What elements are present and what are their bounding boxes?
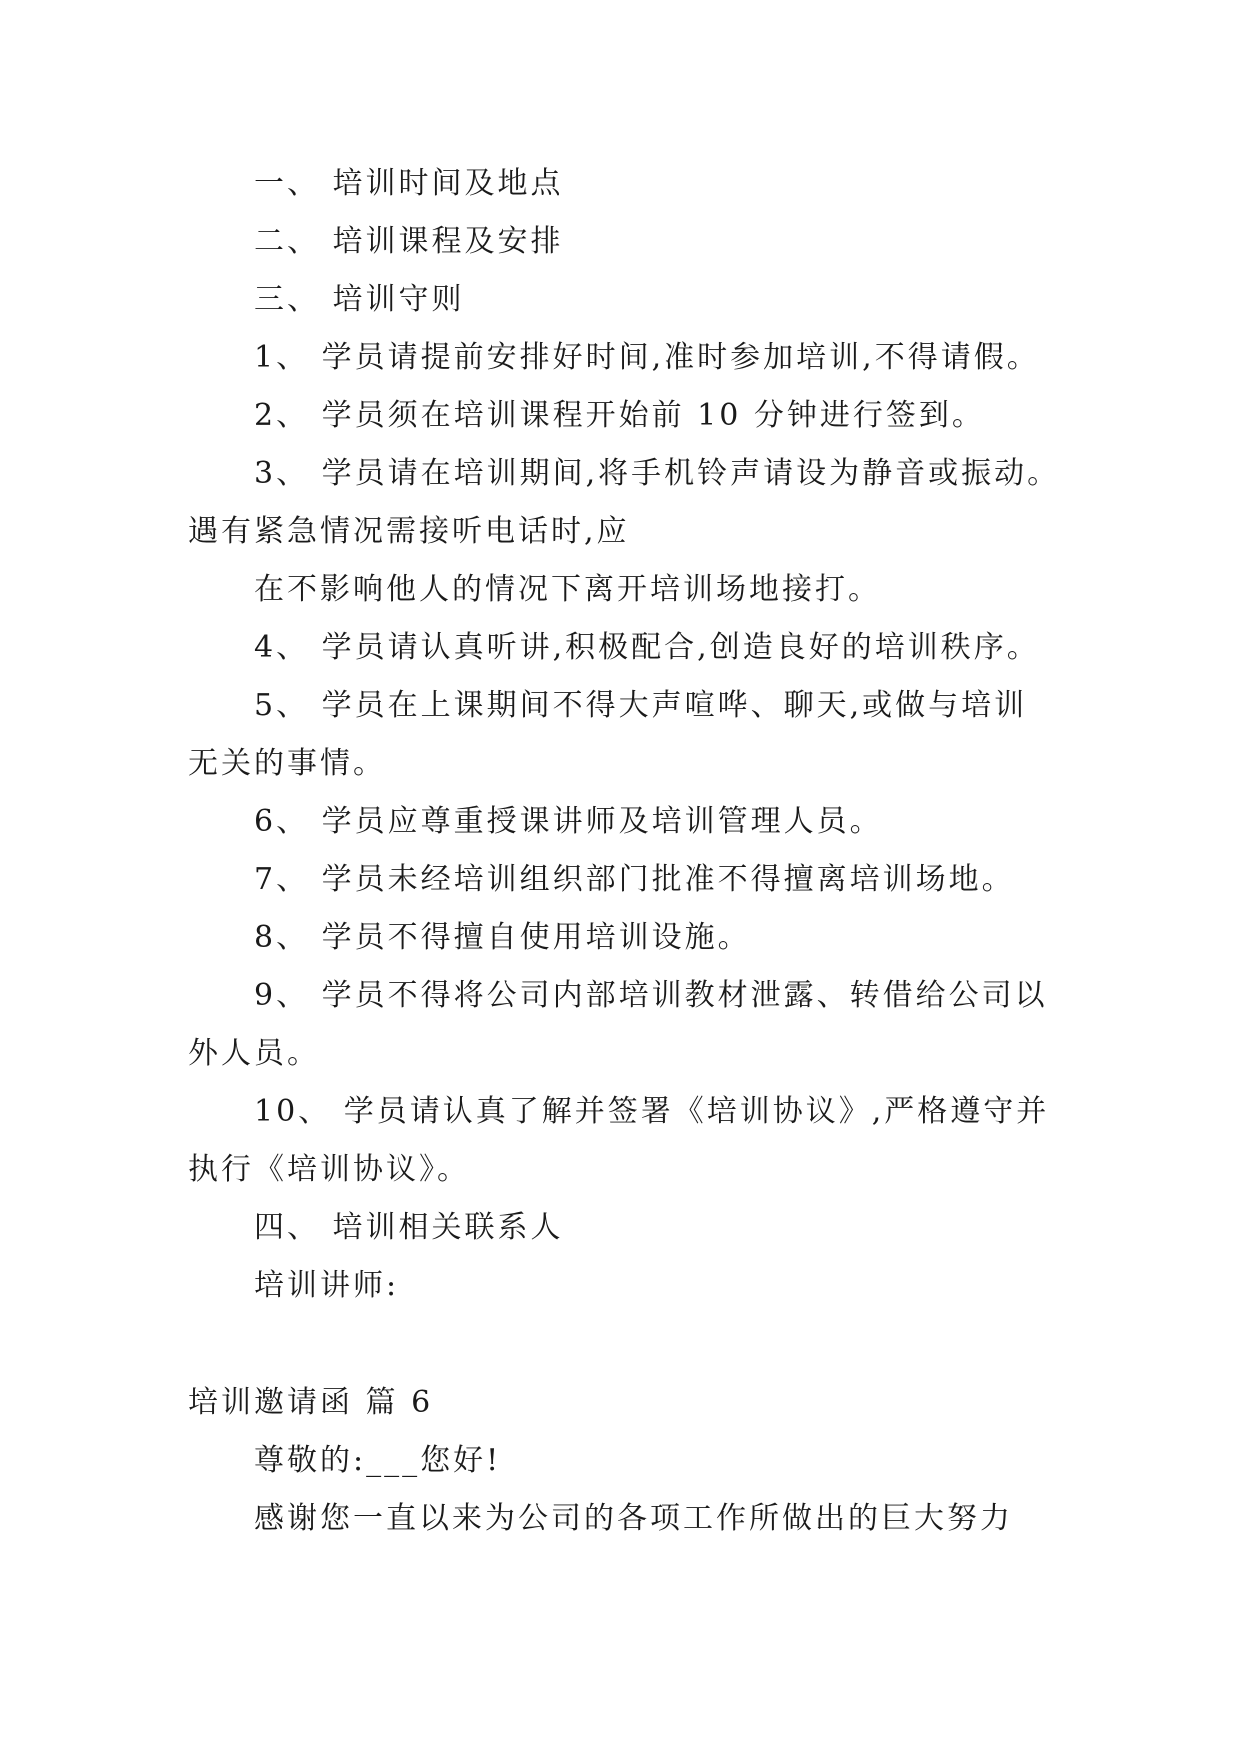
- rule-3-paragraph: 在不影响他人的情况下离开培训场地接打。: [254, 572, 881, 607]
- rule-7: 7、 学员未经培训组织部门批准不得擅离培训场地。: [254, 862, 1015, 897]
- rule-5-continued: 无关的事情。: [188, 746, 386, 781]
- rule-3: 3、 学员请在培训期间,将手机铃声请设为静音或振动。: [254, 456, 1061, 491]
- letter-body: 感谢您一直以来为公司的各项工作所做出的巨大努力: [254, 1501, 1013, 1536]
- rule-4: 4、 学员请认真听讲,积极配合,创造良好的培训秩序。: [254, 630, 1040, 665]
- rule-2: 2、 学员须在培训课程开始前 10 分钟进行签到。: [254, 398, 985, 433]
- section-heading-3: 三、 培训守则: [254, 282, 465, 317]
- rule-8: 8、 学员不得擅自使用培训设施。: [254, 920, 751, 955]
- rule-10: 10、 学员请认真了解并签署《培训协议》,严格遵守并: [254, 1094, 1050, 1129]
- rule-9-continued: 外人员。: [188, 1036, 320, 1071]
- letter-greeting: 尊敬的:___您好!: [254, 1443, 502, 1478]
- section-heading-1: 一、 培训时间及地点: [254, 166, 564, 201]
- rule-3-continued: 遇有紧急情况需接听电话时,应: [188, 514, 630, 549]
- trainer-label: 培训讲师:: [254, 1268, 400, 1303]
- letter-title: 培训邀请函 篇 6: [188, 1385, 434, 1420]
- rule-6: 6、 学员应尊重授课讲师及培训管理人员。: [254, 804, 883, 839]
- rule-9: 9、 学员不得将公司内部培训教材泄露、转借给公司以: [254, 978, 1048, 1013]
- rule-10-continued: 执行《培训协议》。: [188, 1152, 470, 1187]
- section-heading-4: 四、 培训相关联系人: [254, 1210, 564, 1245]
- rule-5: 5、 学员在上课期间不得大声喧哗、聊天,或做与培训: [254, 688, 1028, 723]
- rule-1: 1、 学员请提前安排好时间,准时参加培训,不得请假。: [254, 340, 1040, 375]
- section-heading-2: 二、 培训课程及安排: [254, 224, 564, 259]
